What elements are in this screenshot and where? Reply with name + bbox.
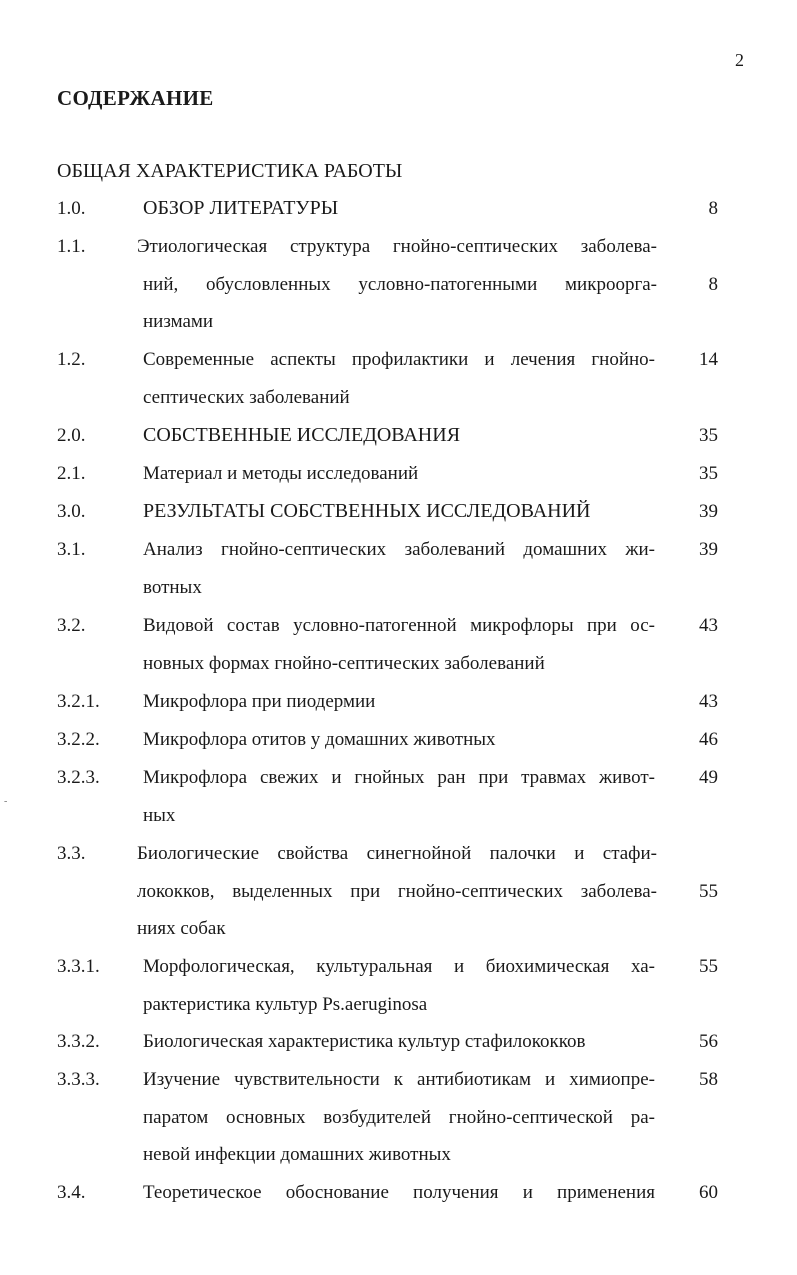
entry-page: 39 (699, 501, 718, 522)
entry-title-line: рактеристика культур Ps.aeruginosa (143, 993, 428, 1015)
entry-number: 3.2.3. (57, 767, 100, 788)
entry-title (137, 228, 657, 341)
entry-title-line: ОБЗОР ЛИТЕРАТУРЫ (143, 197, 339, 219)
entry-title-line: новных формах гнойно-септических заболеваний (143, 652, 545, 674)
entry-title-line: Микрофлора свежих и гнойных ран при травмах живот- (143, 767, 655, 788)
entry-page: 35 (699, 425, 718, 446)
entry-title (143, 1023, 655, 1061)
entry-page: 60 (699, 1182, 718, 1203)
entry-page: 56 (699, 1031, 718, 1052)
entry-number: 3.1. (57, 539, 86, 560)
entry-number: 1.2. (57, 349, 86, 370)
entry-title-line: Теоретическое обоснование получения и применения (143, 1182, 655, 1203)
entry-number: 3.4. (57, 1182, 86, 1203)
entry-page: 8 (708, 274, 718, 295)
entry-page: 49 (699, 767, 718, 788)
entry-title-line: Биологические свойства синегнойной палочки и стафи- (137, 843, 657, 864)
entry-title (143, 455, 655, 493)
entry-title-line: невой инфекции домашних животных (143, 1144, 451, 1165)
entry-page: 43 (699, 691, 718, 712)
entry-title-line: ных (143, 804, 176, 826)
general-characteristics-title: ОБЩАЯ ХАРАКТЕРИСТИКА РАБОТЫ (57, 160, 403, 182)
entry-number: 3.3.3. (57, 1069, 100, 1090)
entry-title (143, 721, 655, 759)
entry-title-line: РЕЗУЛЬТАТЫ СОБСТВЕННЫХ ИССЛЕДОВАНИЙ (143, 500, 591, 522)
entry-number: 3.2.2. (57, 729, 100, 750)
entry-title (143, 417, 655, 455)
entry-title (143, 1061, 655, 1174)
entry-number: 3.3.1. (57, 956, 100, 977)
entry-number: 1.1. (57, 236, 86, 257)
entry-number: 3.2. (57, 615, 86, 636)
entry-title-line: Морфологическая, культуральная и биохимическая ха- (143, 956, 655, 977)
entry-page: 55 (699, 881, 718, 902)
entry-number: 3.3. (57, 843, 86, 864)
entry-page: 46 (699, 729, 718, 750)
entry-page: 39 (699, 539, 718, 560)
entry-title-line: Анализ гнойно-септических заболеваний домашних жи- (143, 539, 655, 560)
entry-title-line: лококков, выделенных при гнойно-септических заболева- (137, 880, 657, 902)
entry-page: 58 (699, 1069, 718, 1090)
entry-title-line: Биологическая характеристика культур стафилококков (143, 1031, 586, 1052)
entry-number: 3.3.2. (57, 1031, 100, 1052)
entry-title-line: Изучение чувствительности к антибиотикам и химиопре- (143, 1069, 655, 1090)
entry-page: 8 (708, 198, 718, 219)
entry-title-line: Современные аспекты профилактики и лечения гнойно- (143, 349, 655, 370)
entry-number: 2.0. (57, 425, 86, 446)
entry-title-line: септических заболеваний (143, 386, 350, 408)
entry-title (143, 1174, 655, 1212)
entry-page: 55 (699, 956, 718, 977)
entry-title-line: Этиологическая структура гнойно-септических заболева- (137, 236, 657, 257)
scan-speck: ‐ (4, 796, 8, 807)
entry-title-line: Микрофлора отитов у домашних животных (143, 729, 496, 750)
entry-title (137, 835, 657, 948)
entry-page: 14 (699, 349, 718, 370)
entry-page: 43 (699, 615, 718, 636)
entry-title (143, 683, 655, 721)
entry-title-line: низмами (143, 311, 214, 332)
entry-title-line: Видовой состав условно-патогенной микрофлоры при ос- (143, 615, 655, 636)
entry-title (143, 531, 655, 606)
entry-title (143, 190, 655, 228)
entry-title (143, 493, 655, 531)
entry-title (143, 948, 655, 1023)
entry-title-line: СОБСТВЕННЫЕ ИССЛЕДОВАНИЯ (143, 424, 461, 446)
entry-title (143, 341, 655, 416)
entry-title-line: Материал и методы исследований (143, 463, 419, 484)
page-number: 2 (735, 50, 744, 70)
entry-title-line: ний, обусловленных условно-патогенными микроорга- (143, 273, 657, 295)
entry-title (143, 607, 655, 682)
entry-title-line: паратом основных возбудителей гнойно-септической ра- (143, 1106, 655, 1128)
entry-number: 3.0. (57, 501, 86, 522)
entry-number: 2.1. (57, 463, 86, 484)
entry-number: 1.0. (57, 198, 86, 219)
entry-page: 35 (699, 463, 718, 484)
entry-title-line: Микрофлора при пиодермии (143, 691, 376, 712)
entry-title (143, 759, 655, 834)
entry-title-line: вотных (143, 576, 202, 598)
entry-title-line: ниях собак (137, 918, 226, 939)
contents-heading: СОДЕРЖАНИЕ (57, 86, 214, 110)
entry-number: 3.2.1. (57, 691, 100, 712)
